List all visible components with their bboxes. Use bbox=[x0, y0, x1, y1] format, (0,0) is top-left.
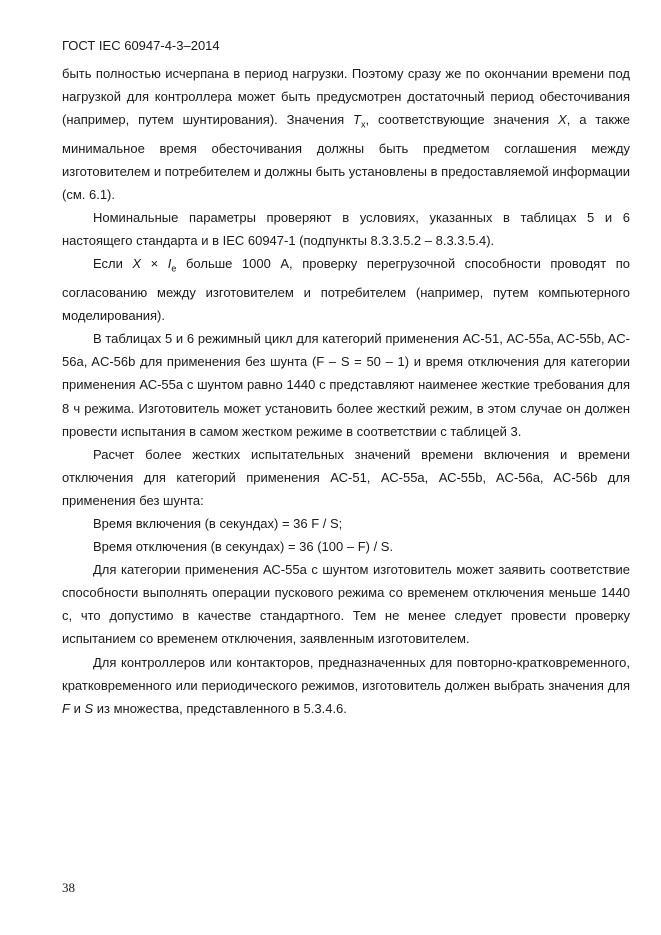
symbol-s: S bbox=[84, 700, 94, 716]
paragraph-9: Для контроллеров или контакторов, предназначенных для повторно-кратковременного, кратковременного или периодического режимов, изготовитель должен выбрать значения для F и S из множества, представленного в 5.3.4.6. bbox=[62, 654, 630, 716]
subscript-e: e bbox=[171, 263, 177, 274]
symbol-i: I bbox=[167, 256, 172, 272]
symbol-x: X bbox=[558, 112, 567, 128]
paragraph-1: быть полностью исчерпана в период нагрузки. Поэтому сразу же по окончании времени под нагрузкой для контроллера может быть предусмотрен достаточный период обесточивания (например, путем шунтирования). Значения $T_x$, соответствующие значения X, а также минимальное время обесточивания должны быть предметом соглашения между изготовителем и потребителем и должны быть установлены в предоставляемой информации (см. 6.1). bbox=[62, 66, 630, 203]
multiply-sign: × bbox=[141, 256, 168, 272]
paragraph-3: Если $X \times I_e$ больше 1000 А, проверку перегрузочной способности проводят по согласованию между изготовителем и потребителем (например, путем компьютерного моделирования). bbox=[62, 256, 630, 324]
paragraph-5: Расчет более жестких испытательных значений времени включения и времени отключения для категорий применения АС-51, АС-55а, АС-55b, AC-56a, AC-56b для применения без шунта: bbox=[62, 446, 630, 508]
document-code: ГОСТ IEC 60947-4-3–2014 bbox=[62, 38, 220, 53]
page-number: 38 bbox=[62, 880, 75, 895]
document-header bbox=[62, 38, 220, 54]
paragraph-8: Для категории применения АС-55а с шунтом изготовитель может заявить соответствие способности выполнять операции пускового режима со временем отключения меньше 1440 с, что допустимо в качестве стандартного. Тем не менее следует провести проверку испытанием со временем отключения, заявленным изготовителем. bbox=[62, 562, 630, 647]
symbol-f: F bbox=[62, 700, 70, 716]
symbol-x: X bbox=[132, 256, 142, 272]
paragraph-4: В таблицах 5 и 6 режимный цикл для категорий применения АС-51, АС-55a, AC-55b, AC-56a, AC-56b для применения без шунта (F – S = 50 – 1) и время отключения для категории применения АС-55а с шунтом равно 1440 с представляют наименее жесткие требования для 8 ч режима. Изготовитель может установить более жесткий режим, в этом случае он должен провести испытания в самом жестком режиме в соответствии с таблицей 3. bbox=[62, 331, 630, 439]
subscript-x: x bbox=[361, 119, 366, 130]
formula-on-time: Время включения (в секундах) = 36 F / S; bbox=[93, 515, 343, 531]
document-body bbox=[62, 62, 630, 720]
paragraph-2: Номинальные параметры проверяют в условиях, указанных в таблицах 5 и 6 настоящего стандарта и в IEC 60947-1 (подпункты 8.3.3.5.2 – 8.3.3.5.4). bbox=[62, 210, 630, 249]
formula-off-time: Время отключения (в секундах) = 36 (100 – F) / S. bbox=[93, 539, 394, 555]
symbol-t: T bbox=[353, 112, 361, 128]
